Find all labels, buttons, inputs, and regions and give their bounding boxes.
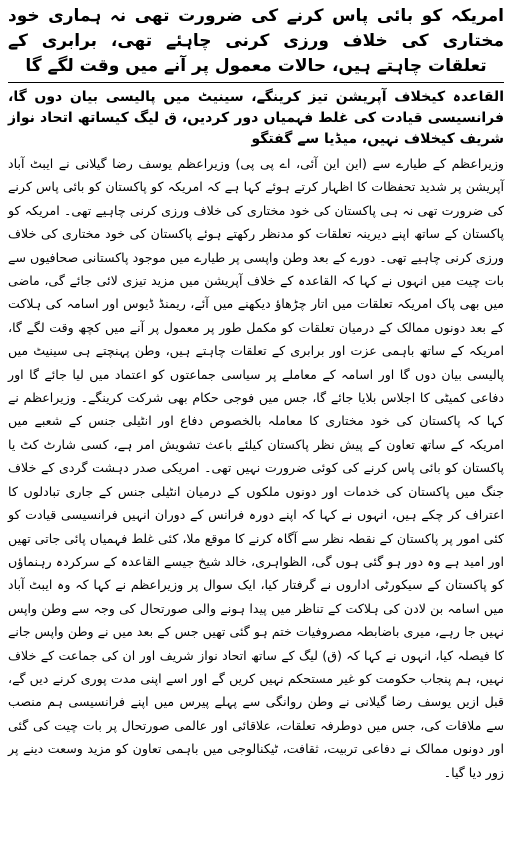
headline-divider [8, 82, 504, 83]
subheadline: القاعدہ کیخلاف آپریشن تیز کرینگے، سینیٹ میں پالیسی بیان دوں گا، فرانسیسی قیادت کی غلط فہمیاں دور کردیں، ق لیگ کیساتھ اتحاد نواز شریف کیخلاف نہیں، میڈیا سے گفتگو [8, 89, 504, 147]
article-body: وزیراعظم کے طیارے سے (این این آئی، اے پی پی) وزیراعظم یوسف رضا گیلانی نے ایبٹ آباد آپریشن پر شدید تحفظات کا اظہار کرتے ہوئے کہا ہے کہ امریکہ کو پاکستان کو بائی پاس کرنے کی ضرورت تھی نہ ہی پاکستان کی خود مختاری کی خلاف ورزی کرنی چاہیے تھی۔ امریکہ کو پاکستان کے ساتھ اپنے دیرینہ تعلقات کو مدنظر رکھتے ہوئے پاکستان کی خود مختاری کی خلاف ورزی کرنی چاہیے تھی۔ دورے کے بعد وطن واپسی پر طیارے میں موجود پاکستانی صحافیوں سے بات چیت میں انہوں نے کہا کہ القاعدہ کے خلاف آپریشن میں مزید تیزی لائی جائے گی، ماضی میں بھی پاک امریکہ تعلقات میں اتار چڑھاؤ دیکھنے میں آئے، ریمنڈ ڈیوس اور اسامہ کی ہلاکت کے بعد دونوں ممالک کے درمیان تعلقات کو مکمل طور پر معمول پر آنے میں کچھ وقت لگے گا، امریکہ کے ساتھ باہمی عزت اور برابری کے تعلقات چاہتے ہیں، وطن پہنچتے ہی سینیٹ میں پالیسی بیان دوں گا اور اسامہ کے معاملے پر سیاسی جماعتوں کو اعتماد میں لیا جائے گا اور دفاعی کمیٹی کا اجلاس بلایا جائے گا، جس میں فوجی حکام بھی شرکت کرینگے۔ وزیراعظم نے کہا کہ پاکستان کی خود مختاری کا معاملہ بالخصوص دفاع اور انٹیلی جنس کے شعبے میں امریکہ کے ساتھ تعاون کے پیش نظر پاکستان کیلئے باعث تشویش امر ہے، کسی شارٹ کٹ یا پاکستان کو بائی پاس کرنے کی کوئی ضرورت نہیں تھی۔ امریکی صدر دہشت گردی کے خلاف جنگ میں پاکستان کی خدمات اور دونوں ملکوں کے درمیان انٹیلی جنس کے جاری تبادلوں کا اعتراف کر چکے ہیں، انہوں نے کہا کہ اپنے دورہ فرانس کے دوران انہیں فرانسیسی قیادت کو کئی امور پر پاکستان کے نقطہ نظر سے آگاہ کرنے کا موقع ملا، کئی غلط فہمیاں پائی جاتی تھیں اور امید ہے وہ دور ہو گئی ہوں گی، الظواہری، خالد شیخ جیسے القاعدہ کے سرکردہ رہنماؤں کو پاکستان کے سیکورٹی اداروں نے گرفتار کیا، ایک سوال پر وزیراعظم نے کہا کہ وہ ایبٹ آباد میں اسامہ بن لادن کی ہلاکت کے تناظر میں پیدا ہونے والی صورتحال کی وجہ سے وطن واپس نہیں جا رہے، میری باضابطہ مصروفیات ختم ہو گئی تھیں جس کے بعد میں نے وطن واپس جانے کا فیصلہ کیا، انہوں نے کہا کہ (ق) لیگ کے ساتھ اتحاد نواز شریف اور ان کی جماعت کے خلاف نہیں، ہم پنجاب حکومت کو غیر مستحکم نہیں کریں گے اور اسے اپنی مدت پوری کرنے دیں گے، قبل ازیں یوسف رضا گیلانی نے وطن روانگی سے پہلے پیرس میں اپنے فرانسیسی ہم منصب سے ملاقات کی، جس میں دوطرفہ تعلقات، علاقائی اور عالمی صورتحال پر بات چیت کی گئی اور دونوں ممالک نے دفاعی تربیت، ثقافت، ٹیکنالوجی میں باہمی تعاون کو مزید وسعت دینے پر زور دیا گیا۔ [8, 156, 504, 780]
headline: امریکہ کو بائی پاس کرنے کی ضرورت تھی نہ ہماری خود مختاری کی خلاف ورزی کرنی چاہئے تھی، برابری کے تعلقات چاہتے ہیں، حالات معمول پر آنے میں وقت لگے گا [8, 6, 504, 76]
